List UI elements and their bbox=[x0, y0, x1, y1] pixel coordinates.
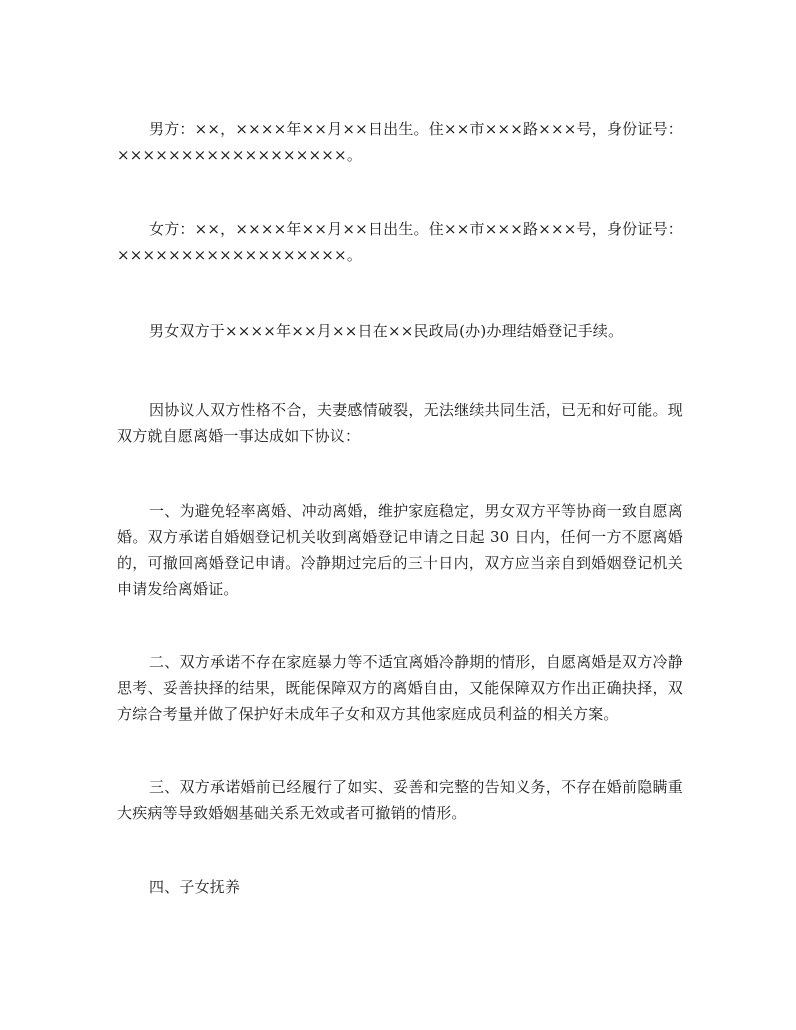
paragraph-marriage-registration: 男女双方于××××年××月××日在××民政局(办)办理结婚登记手续。 bbox=[149, 322, 624, 340]
paragraph-clause-three: 三、双方承诺婚前已经履行了如实、妥善和完整的告知义务，不存在婚前隐瞒重大疾病等导致婚姻基础关系无效或者可撤销的情形。 bbox=[117, 778, 683, 822]
paragraph-clause-four-heading: 四、子女抚养 bbox=[149, 878, 241, 896]
paragraph-clause-two: 二、双方承诺不存在家庭暴力等不适宜离婚冷静期的情形，自愿离婚是双方冷静思考、妥善抉择的结果，既能保障双方的离婚自由，又能保障双方作出正确抉择，双方综合考量并做了保护好未成年子女和双方其他家庭成员利益的相关方案。 bbox=[117, 653, 683, 723]
paragraph-divorce-reason: 因协议人双方性格不合，夫妻感情破裂，无法继续共同生活，已无和好可能。现双方就自愿离婚一事达成如下协议： bbox=[117, 401, 683, 445]
paragraph-clause-one: 一、为避免轻率离婚、冲动离婚，维护家庭稳定，男女双方平等协商一致自愿离婚。双方承诺自婚姻登记机关收到离婚登记申请之日起 30 日内，任何一方不愿离婚的，可撤回离婚登记申请。冷静期过完后的三十日内，双方应当亲自到婚姻登记机关申请发给离婚证。 bbox=[117, 502, 683, 598]
paragraph-husband-info: 男方：××，××××年××月××日出生。住××市×××路×××号，身份证号：××××××××××××××××××。 bbox=[117, 120, 683, 164]
paragraph-wife-info: 女方：××，××××年××月××日出生。住××市×××路×××号，身份证号：××××××××××××××××××。 bbox=[117, 220, 683, 264]
